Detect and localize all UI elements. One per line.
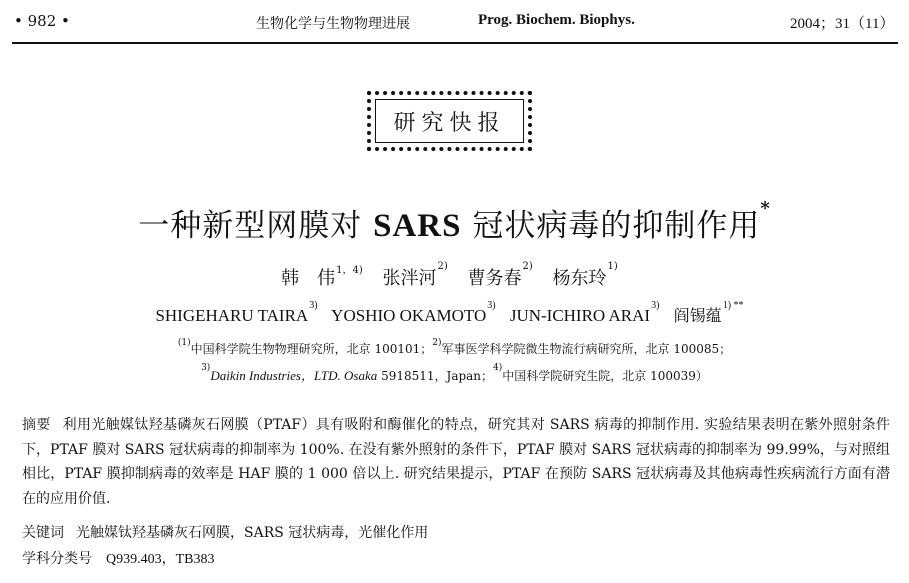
title-post: 冠状病毒的抑制作用 (461, 208, 761, 244)
affil-text: 中国科学院生物物理研究所，北京 100101； (190, 342, 433, 356)
abstract (22, 413, 890, 511)
author-name: 张泮河 (382, 268, 437, 289)
author-affil-mark: 1，4) (336, 265, 363, 276)
classification-text: Q939.403，TB383 (106, 552, 215, 567)
classification (22, 548, 215, 568)
article-title (0, 200, 909, 245)
page-number: • 982 • (14, 12, 70, 30)
author-name: 曹务春 (467, 268, 522, 289)
affil-text: 5918511，Japan； (377, 369, 494, 383)
affiliations-line-1 (0, 340, 909, 357)
header-rule (12, 42, 898, 44)
section-badge-label: 研究快报 (393, 110, 506, 136)
affil-company: Daikin Industries，LTD. Osaka (210, 368, 378, 383)
keywords (22, 522, 428, 542)
volume-issue: 2004；31（11） (790, 16, 895, 32)
author-affil-mark: 3) (487, 300, 496, 311)
abstract-label: 摘要 (22, 417, 51, 433)
journal-name-en: Prog. Biochem. Biophys. (478, 12, 635, 28)
authors-en (0, 300, 909, 326)
journal-name-cn: 生物化学与生物物理进展 (256, 16, 410, 32)
keywords-text: 光触媒钛羟基磷灰石网膜，SARS 冠状病毒，光催化作用 (76, 525, 429, 541)
authors-cn (0, 261, 909, 290)
author-affil-mark: 1) (607, 261, 618, 272)
affil-text: 军事医学科学院微生物流行病研究所，北京 100085； (441, 342, 732, 356)
author-affil-mark: 3) (309, 300, 318, 311)
abstract-text: 利用光触媒钛羟基磷灰石网膜（PTAF）具有吸附和酶催化的特点，研究其对 SARS 病毒的抑制作用. 实验结果表明在紫外照射条件下，PTAF 膜对 SARS 冠状病毒的抑制率为 100%. 在没有紫外照射的条件下，PTAF 膜对 SARS 冠状病毒的抑制率为 99.99%，与对照组相比，PTAF 膜抑制病毒的效率是 HAF 膜的 1 000 倍以上. 研究结果提示，PTAF 在预防 SARS 冠状病毒及其他病毒性疾病流行方面有潜在的应用价值. (22, 417, 891, 507)
author-affil-mark: 2) (522, 261, 533, 272)
title-abbr: SARS (373, 208, 462, 244)
title-pre: 一种新型网膜对 (138, 208, 374, 244)
affil-mark: (1) (177, 338, 191, 348)
author-name: 杨东玲 (552, 268, 607, 289)
running-header (0, 0, 909, 36)
affil-mark: 2) (432, 338, 442, 348)
section-badge (367, 91, 532, 151)
affil-mark: 3) (201, 363, 211, 373)
author-affil-mark: 3) (651, 300, 660, 311)
affiliations-line-2 (0, 365, 909, 384)
keywords-label: 关键词 (22, 525, 64, 541)
classification-label: 学科分类号 (22, 551, 92, 567)
author-affil-mark: 2) (437, 261, 448, 272)
title-footnote-mark: * (760, 198, 771, 219)
author-name: YOSHIO OKAMOTO (331, 306, 487, 325)
author-name: 阎锡蕴 (673, 306, 722, 325)
affil-text: 中国科学院研究生院，北京 100039） (502, 369, 708, 383)
author-name: 韩 伟 (281, 268, 336, 289)
author-affil-mark: 1) ** (722, 300, 744, 311)
author-name: JUN-ICHIRO ARAI (509, 306, 651, 325)
author-name: SHIGEHARU TAIRA (155, 306, 309, 325)
affil-mark: 4) (493, 363, 503, 373)
